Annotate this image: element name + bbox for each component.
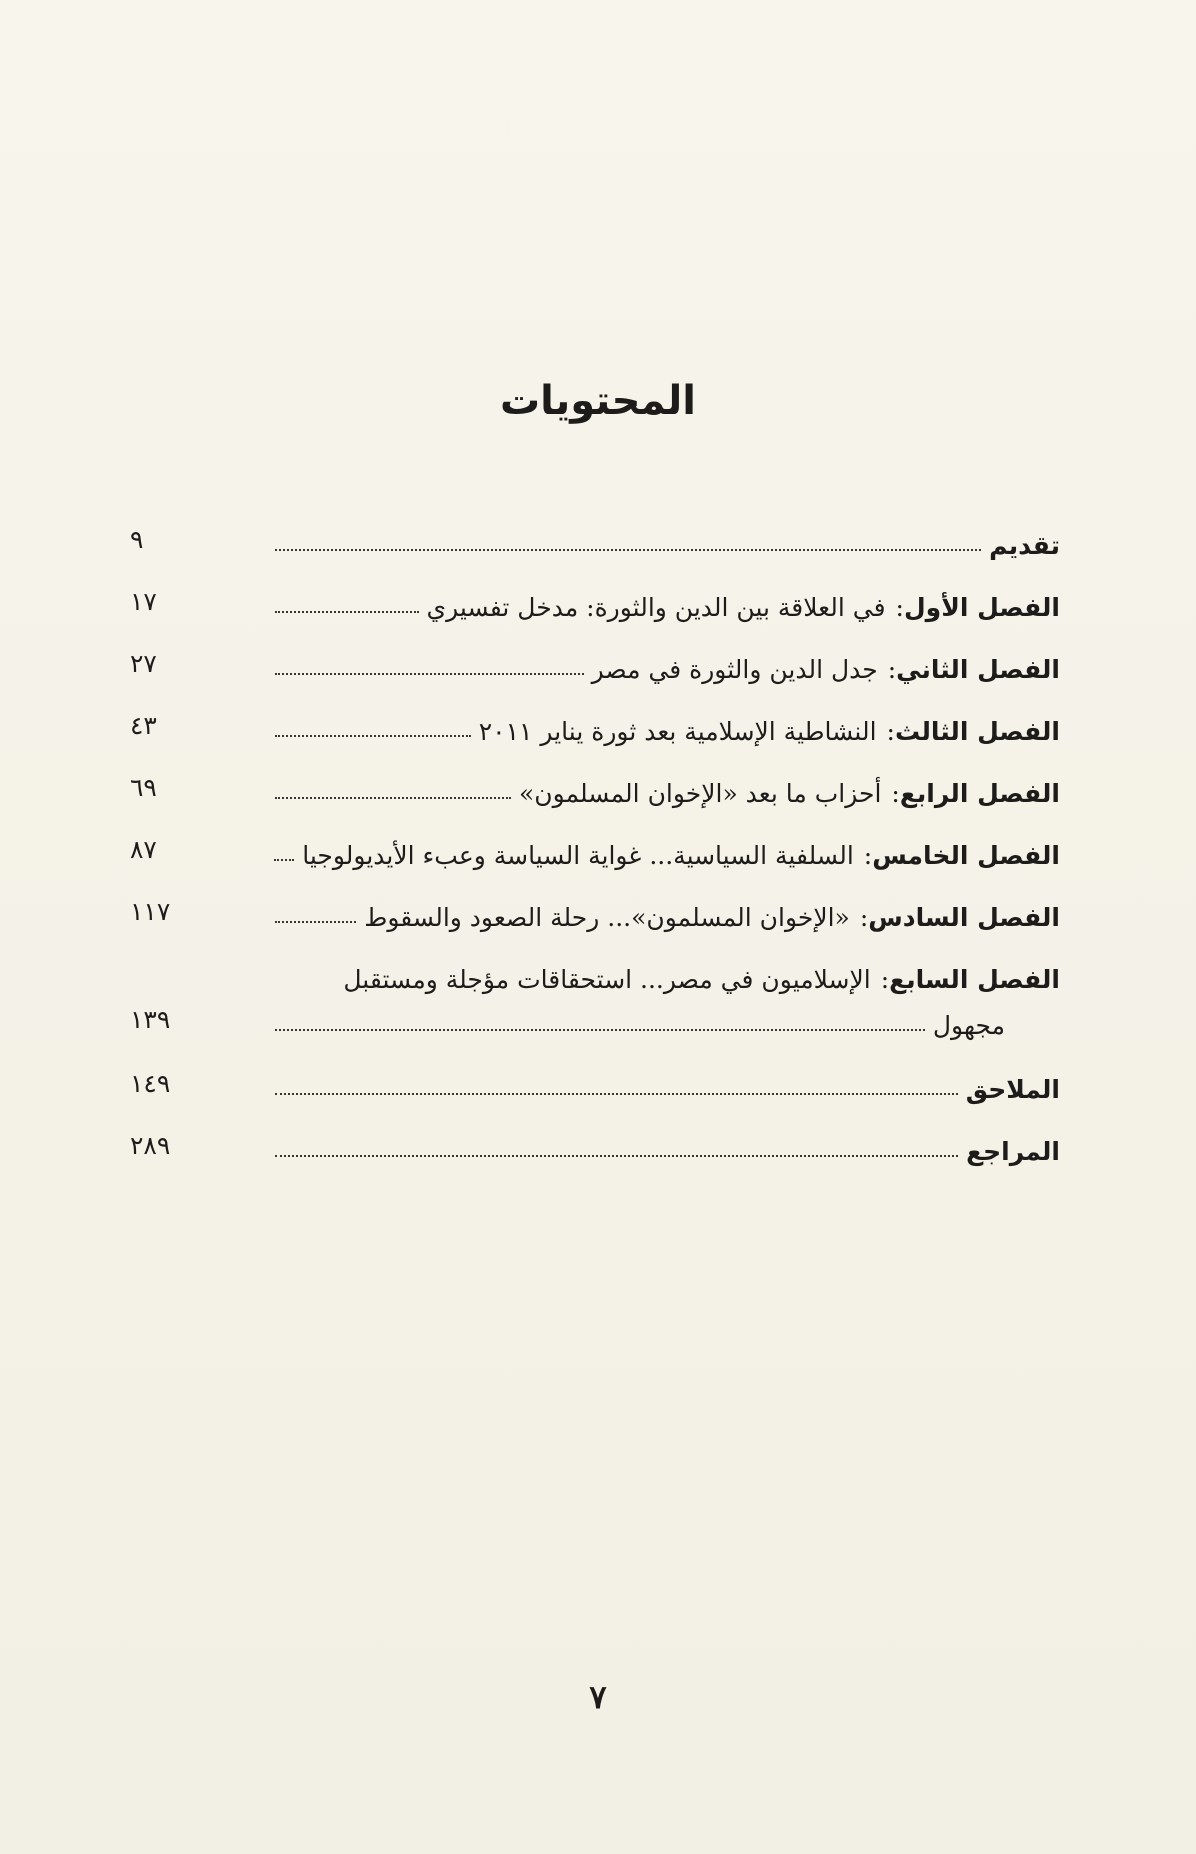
dot-leader	[275, 735, 471, 737]
toc-entry[interactable]	[130, 520, 1060, 560]
dot-leader	[275, 1093, 958, 1095]
entry-label: الفصل السادس	[868, 903, 1060, 932]
dot-leader	[275, 797, 511, 799]
toc-entry-line	[275, 582, 1060, 622]
toc-entry-line	[275, 1126, 1060, 1166]
entry-colon: :	[891, 779, 900, 808]
dot-leader	[275, 921, 356, 923]
entry-label: الملاحق	[965, 1075, 1060, 1104]
entry-page-number: ١٣٩	[130, 1005, 171, 1034]
toc-entry[interactable]	[130, 644, 1060, 684]
page-number-footer: ٧	[589, 1678, 607, 1716]
entry-page-number: ٩	[130, 525, 144, 554]
toc-entry-line	[275, 706, 1060, 746]
entry-colon: :	[887, 655, 897, 684]
entry-page-number: ٨٧	[130, 835, 157, 864]
entry-page-number: ٢٧	[130, 649, 157, 678]
toc-entry[interactable]	[130, 1126, 1060, 1166]
entry-colon: :	[886, 717, 895, 746]
entry-label: المراجع	[966, 1137, 1060, 1166]
entry-colon: :	[880, 965, 890, 994]
entry-page-number: ١١٧	[130, 897, 171, 926]
toc-entry-line	[275, 1000, 1060, 1040]
entry-label: الفصل الأول	[903, 593, 1060, 622]
toc-entry-continuation[interactable]	[130, 1000, 1060, 1040]
entry-title: جدل الدين والثورة في مصر	[591, 655, 878, 684]
dot-leader	[275, 1155, 958, 1157]
toc-entry-line	[275, 830, 1060, 870]
dot-leader	[275, 673, 584, 675]
toc-entry[interactable]	[130, 830, 1060, 870]
entry-title: السلفية السياسية... غواية السياسة وعبء الأيديولوجيا	[302, 841, 854, 870]
toc-entry-line	[275, 768, 1060, 808]
entry-label: الفصل الثالث	[894, 717, 1060, 746]
toc-entry[interactable]	[130, 582, 1060, 622]
entry-title-continued: مجهول	[932, 1011, 1005, 1040]
dot-leader	[275, 549, 981, 551]
toc-entry[interactable]	[130, 768, 1060, 808]
entry-page-number: ٤٣	[130, 711, 157, 740]
dot-leader	[274, 859, 294, 861]
entry-title: أحزاب ما بعد «الإخوان المسلمون»	[519, 779, 882, 808]
entry-colon: :	[859, 903, 869, 932]
entry-colon: :	[863, 841, 873, 870]
page-title: المحتويات	[499, 378, 696, 424]
entry-label: الفصل الثاني	[896, 655, 1060, 684]
toc-entry-line	[275, 954, 1060, 994]
entry-label: الفصل الرابع	[899, 779, 1060, 808]
entry-title: النشاطية الإسلامية بعد ثورة يناير ٢٠١١	[478, 717, 877, 746]
dot-leader	[275, 611, 419, 613]
dot-leader	[275, 1029, 925, 1031]
entry-colon: :	[895, 593, 904, 622]
toc-entry[interactable]	[130, 706, 1060, 746]
entry-title: في العلاقة بين الدين والثورة: مدخل تفسيري	[426, 593, 886, 622]
entry-label: تقديم	[989, 531, 1060, 560]
toc-entry-line	[275, 520, 1060, 560]
entry-page-number: ٢٨٩	[130, 1131, 171, 1160]
toc-entry[interactable]	[130, 892, 1060, 932]
toc-entry[interactable]	[130, 1064, 1060, 1104]
toc-entry-line	[275, 892, 1060, 932]
toc-entry-line	[275, 1064, 1060, 1104]
entry-label: الفصل الخامس	[872, 841, 1060, 870]
entry-title: «الإخوان المسلمون»... رحلة الصعود والسقوط	[364, 903, 850, 932]
entry-title: الإسلاميون في مصر... استحقاقات مؤجلة ومستقبل	[343, 965, 871, 994]
toc-entry-line	[275, 644, 1060, 684]
entry-page-number: ١٤٩	[130, 1069, 171, 1098]
entry-page-number: ١٧	[130, 587, 157, 616]
toc-entry[interactable]	[130, 954, 1060, 994]
entry-label: الفصل السابع	[889, 965, 1060, 994]
entry-page-number: ٦٩	[130, 773, 157, 802]
